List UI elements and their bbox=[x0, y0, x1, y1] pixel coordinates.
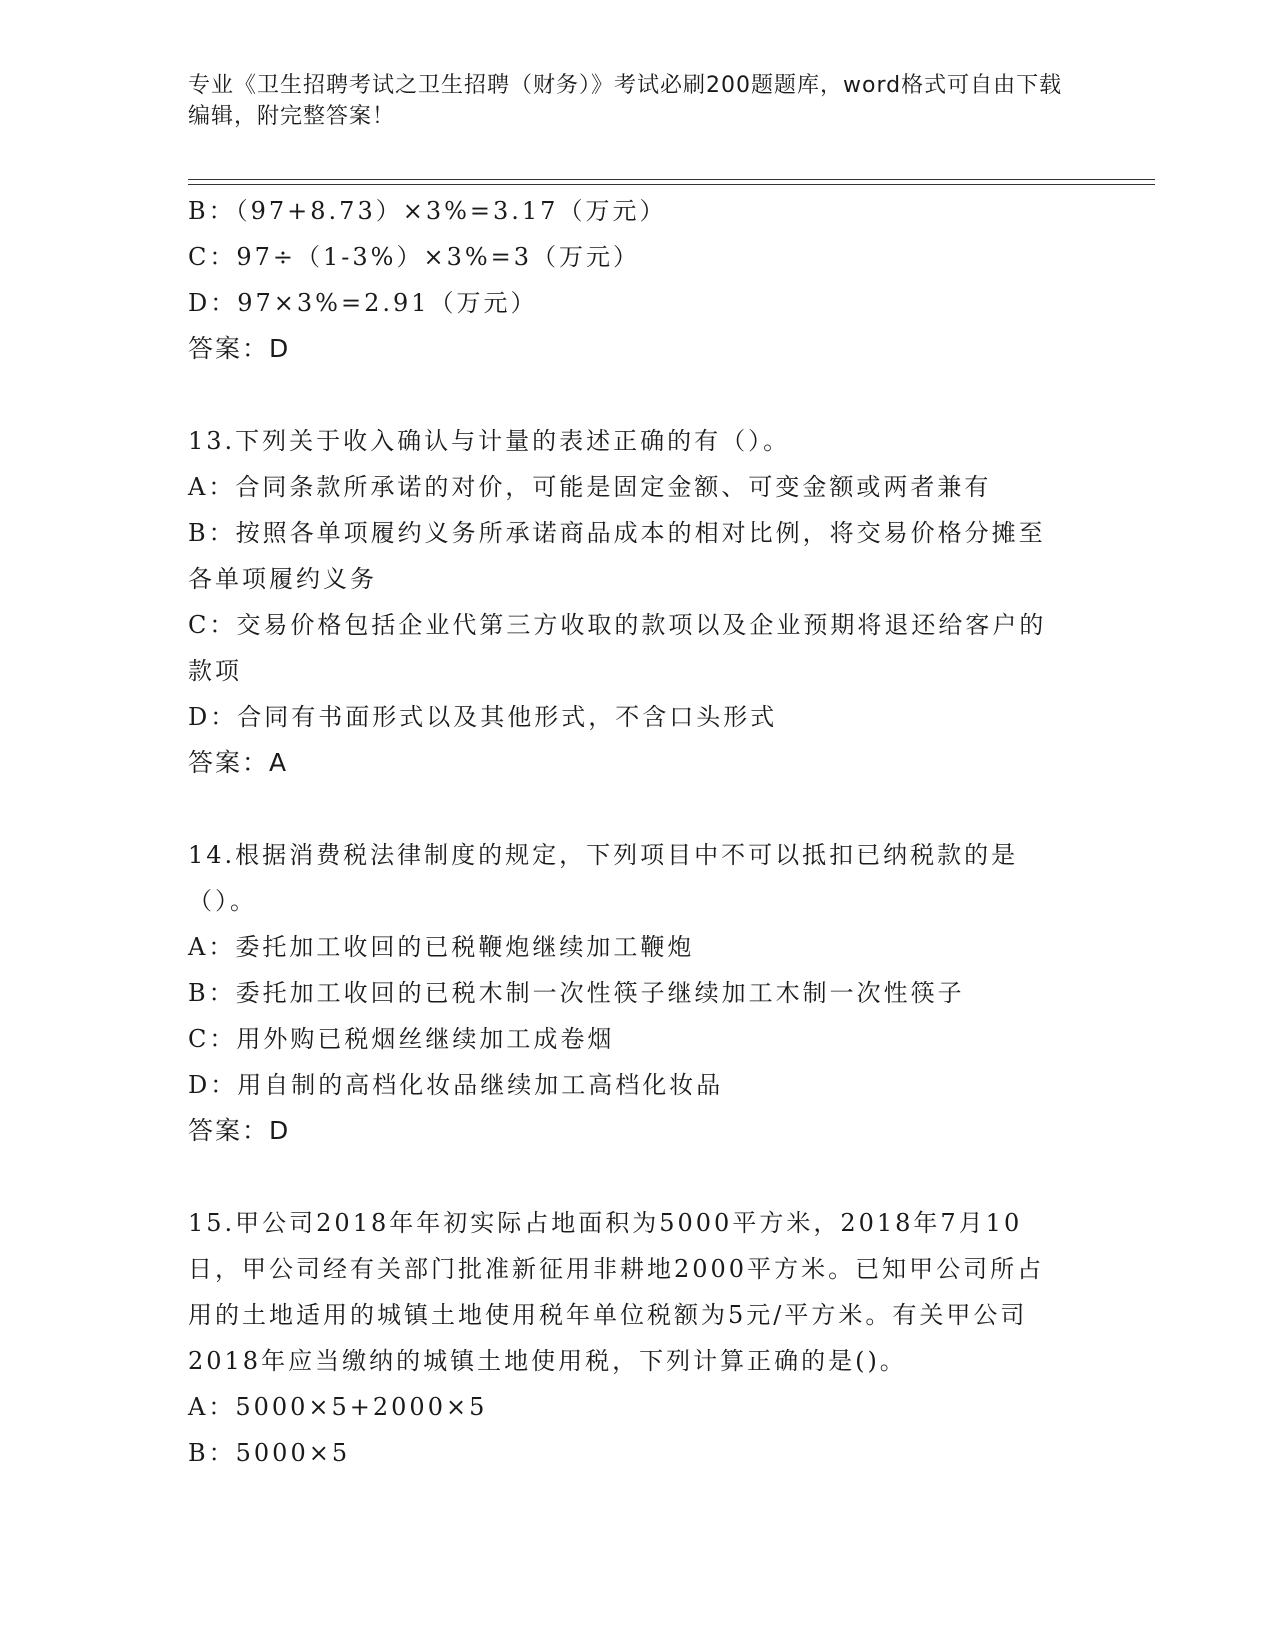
answer-label: 答案：D bbox=[188, 1116, 291, 1145]
question-15 bbox=[188, 1200, 1068, 1476]
option-a: A：合同条款所承诺的对价，可能是固定金额、可变金额或两者兼有 bbox=[188, 473, 992, 501]
option-c: C：交易价格包括企业代第三方收取的款项以及企业预期将退还给客户的款项 bbox=[188, 611, 1047, 685]
answer-label: 答案：A bbox=[188, 748, 289, 777]
option-b: B：按照各单项履约义务所承诺商品成本的相对比例，将交易价格分摊至各单项履约义务 bbox=[188, 519, 1046, 593]
option-b: B：5000×5 bbox=[188, 1439, 351, 1467]
option-d: D：97×3%=2.91（万元） bbox=[188, 289, 538, 317]
document-header: 专业《卫生招聘考试之卫生招聘（财务）》考试必刷200题题库，word格式可自由下载编辑，附完整答案！ bbox=[188, 73, 1063, 129]
option-c: C：97÷（1-3%）×3%=3（万元） bbox=[188, 243, 641, 271]
option-d: D：用自制的高档化妆品继续加工高档化妆品 bbox=[188, 1071, 724, 1099]
answer-label: 答案：D bbox=[188, 334, 291, 363]
spacer bbox=[188, 1154, 1068, 1200]
spacer bbox=[188, 372, 1068, 418]
question-list bbox=[188, 188, 1068, 1476]
spacer bbox=[188, 786, 1068, 832]
option-a: A：委托加工收回的已税鞭炮继续加工鞭炮 bbox=[188, 933, 695, 961]
question-14 bbox=[188, 832, 1068, 1154]
option-c: C：用外购已税烟丝继续加工成卷烟 bbox=[188, 1025, 615, 1053]
question-text: 13.下列关于收入确认与计量的表述正确的有（）。 bbox=[188, 427, 791, 455]
question-13 bbox=[188, 418, 1068, 786]
question-text: 15.甲公司2018年年初实际占地面积为5000平方米，2018年7月10日，甲公司经有关部门批准新征用非耕地2000平方米。已知甲公司所占用的土地适用的城镇土地使用税年单位税额为5元/平方米。有关甲公司2018年应当缴纳的城镇土地使用税，下列计算正确的是()。 bbox=[188, 1209, 1045, 1375]
option-b: B：委托加工收回的已税木制一次性筷子继续加工木制一次性筷子 bbox=[188, 979, 965, 1007]
previous-question-block bbox=[188, 188, 1068, 372]
option-b: B：（97+8.73）×3%=3.17（万元） bbox=[188, 197, 667, 225]
question-text: 14.根据消费税法律制度的规定，下列项目中不可以抵扣已纳税款的是（）。 bbox=[188, 841, 1019, 915]
option-a: A：5000×5+2000×5 bbox=[188, 1393, 488, 1421]
option-d: D：合同有书面形式以及其他形式，不含口头形式 bbox=[188, 703, 778, 731]
header-divider bbox=[188, 179, 1155, 185]
